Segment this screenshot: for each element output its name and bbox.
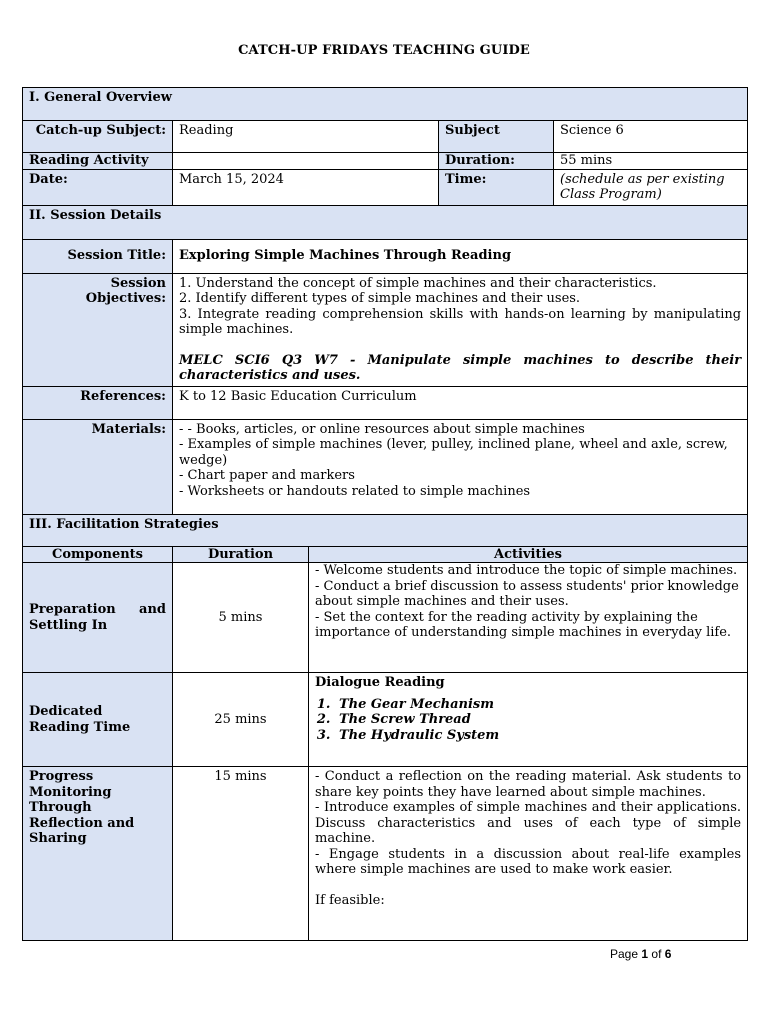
melc-text: Manipulate simple machines to describe their characteristics and uses.: [179, 352, 742, 383]
table-row: [23, 673, 748, 767]
reading-activity-label: Reading Activity: [23, 153, 173, 170]
reading-activity-value: [173, 153, 439, 170]
activity-item: - Set the context for the reading activity by explaining the importance of understanding simple machines in everyday life.: [315, 609, 732, 640]
activity-item: - Engage students in a discussion about real-life examples where simple machines are used to make work easier.: [315, 846, 742, 877]
table-row: [23, 767, 748, 941]
subject-value: Science 6: [554, 121, 748, 153]
duration-label: Duration:: [439, 153, 554, 170]
activities-cell: [309, 673, 748, 767]
time-value: (schedule as per existing Class Program): [554, 169, 748, 205]
catchup-subject-label: Catch-up Subject:: [23, 121, 173, 153]
component-cell: Progress Monitoring Through Reflection and Sharing: [23, 767, 173, 941]
list-item: 2. The Screw Thread: [335, 712, 741, 728]
section-heading-facilitation: III. Facilitation Strategies: [23, 514, 748, 546]
objective-item: 3. Integrate reading comprehension skills with hands-on learning by manipulating simple machines.: [179, 306, 742, 337]
objective-item: 2. Identify different types of simple machines and their uses.: [179, 291, 581, 306]
date-label: Date:: [23, 169, 173, 205]
session-title-value: Exploring Simple Machines Through Reading: [173, 239, 748, 273]
duration-value: 55 mins: [554, 153, 748, 170]
reading-list: [315, 697, 741, 744]
activities-cell: [309, 767, 748, 941]
references-label: References:: [23, 386, 173, 419]
materials-list: [173, 419, 748, 514]
page-number: [610, 947, 671, 961]
material-item: - Chart paper and markers: [179, 468, 355, 483]
duration-cell: 15 mins: [173, 767, 309, 941]
material-item: - Worksheets or handouts related to simple machines: [179, 483, 531, 499]
activity-item: - Introduce examples of simple machines and their applications. Discuss characteristics and uses of each type of simple machine.: [315, 800, 742, 846]
column-header-components: Components: [23, 546, 173, 563]
activity-item: - Welcome students and introduce the topic of simple machines.: [315, 563, 738, 578]
materials-label: Materials:: [23, 419, 173, 514]
activity-closing: If feasible:: [315, 892, 385, 908]
duration-cell: 5 mins: [173, 563, 309, 673]
material-item: - - Books, articles, or online resources about simple machines: [179, 421, 585, 437]
component-cell: Preparation and Settling In: [23, 563, 173, 673]
table-row: [23, 563, 748, 673]
document-title: CATCH-UP FRIDAYS TEACHING GUIDE: [238, 43, 530, 58]
teaching-guide-table: [22, 87, 748, 941]
section-heading-general-overview: I. General Overview: [23, 88, 748, 121]
page-of: of: [651, 947, 662, 961]
session-objectives: [173, 273, 748, 386]
activity-item: - Conduct a reflection on the reading material. Ask students to share key points they have learned about simple machines.: [315, 769, 742, 800]
catchup-subject-value: Reading: [173, 121, 439, 153]
activity-heading: Dialogue Reading: [315, 675, 445, 690]
melc-code: MELC SCI6 Q3 W7 -: [179, 352, 356, 368]
session-title-label: Session Title:: [23, 239, 173, 273]
activities-cell: [309, 563, 748, 673]
time-label: Time:: [439, 169, 554, 205]
page-current: 1: [641, 947, 649, 961]
activity-item: - Conduct a brief discussion to assess students' prior knowledge about simple machines and their uses.: [315, 578, 739, 609]
references-value: K to 12 Basic Education Curriculum: [173, 386, 748, 419]
column-header-duration: Duration: [173, 546, 309, 563]
duration-cell: 25 mins: [173, 673, 309, 767]
component-cell: Dedicated Reading Time: [23, 673, 173, 767]
session-objectives-label: Session Objectives:: [23, 273, 173, 386]
melc-statement: [179, 353, 741, 384]
page-total: 6: [664, 947, 672, 961]
section-heading-session-details: II. Session Details: [23, 205, 748, 239]
list-item: 3. The Hydraulic System: [335, 728, 741, 744]
page-word: Page: [610, 947, 639, 961]
list-item: 1. The Gear Mechanism: [335, 697, 741, 713]
date-value: March 15, 2024: [173, 169, 439, 205]
subject-label: Subject: [439, 121, 554, 153]
material-item: - Examples of simple machines (lever, pulley, inclined plane, wheel and axle, screw, wedge): [179, 437, 728, 468]
column-header-activities: Activities: [309, 546, 748, 563]
objective-item: 1. Understand the concept of simple machines and their characteristics.: [179, 275, 657, 291]
